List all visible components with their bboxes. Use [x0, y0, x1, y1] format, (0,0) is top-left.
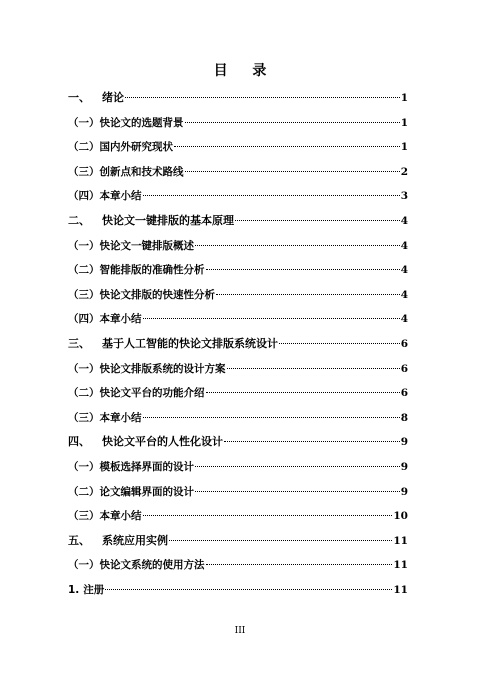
- toc-entry-number: 五、: [68, 533, 90, 547]
- toc-entry-label: 快论文一键排版的基本原理: [102, 213, 234, 227]
- toc-dot-leader: [279, 343, 400, 344]
- toc-entry[interactable]: [68, 480, 408, 505]
- toc-entry-number: 四、: [68, 435, 90, 449]
- toc-entry-number: （一）: [68, 362, 100, 375]
- toc-entry-number: （一）: [68, 460, 100, 473]
- toc-entry[interactable]: [68, 332, 408, 357]
- toc-entry-page: 9: [400, 460, 408, 473]
- toc-entry-number: （四）: [68, 313, 100, 326]
- toc-dot-leader: [206, 269, 400, 270]
- toc-entry-page: 9: [400, 485, 408, 498]
- toc-entry-number: （三）: [68, 165, 100, 178]
- toc-dot-leader: [224, 441, 400, 442]
- toc-dot-leader: [125, 97, 400, 98]
- toc-entry-page: 11: [393, 534, 408, 547]
- toc-entry-label: 快论文排版的快速性分析: [99, 288, 215, 301]
- toc-entry-label: 快论文一键排版概述: [99, 239, 194, 252]
- toc-entry-page: 8: [400, 411, 408, 424]
- toc-entry[interactable]: [68, 406, 408, 431]
- toc-entry[interactable]: [68, 258, 408, 283]
- toc-entry-label: 国内外研究现状: [99, 141, 173, 154]
- toc-dot-leader: [195, 466, 400, 467]
- toc-entry-label: 注册: [83, 583, 105, 596]
- table-of-contents: [68, 86, 408, 602]
- toc-entry-page: 10: [393, 510, 408, 523]
- toc-entry-number: 1.: [68, 583, 80, 596]
- toc-entry-label: 基于人工智能的快论文排版系统设计: [102, 336, 278, 350]
- toc-dot-leader: [216, 294, 400, 295]
- toc-entry-number: （一）: [68, 559, 100, 572]
- toc-entry-page: 9: [400, 436, 408, 449]
- toc-entry-page: 1: [400, 116, 408, 129]
- toc-entry-label: 快论文平台的人性化设计: [102, 435, 223, 449]
- toc-dot-leader: [206, 392, 400, 393]
- toc-entry[interactable]: [68, 381, 408, 406]
- toc-entry-page: 1: [400, 92, 408, 104]
- toc-entry[interactable]: [68, 307, 408, 332]
- toc-entry-page: 4: [400, 264, 408, 277]
- toc-entry-page: 6: [400, 337, 408, 350]
- toc-entry-label: 模板选择界面的设计: [99, 460, 194, 473]
- toc-entry-number: （一）: [68, 239, 100, 252]
- toc-entry-label: 本章小结: [99, 313, 142, 326]
- toc-entry[interactable]: [68, 184, 408, 209]
- toc-entry[interactable]: [68, 160, 408, 185]
- toc-dot-leader: [143, 195, 400, 196]
- toc-entry-page: 1: [400, 141, 408, 154]
- toc-entry-number: （二）: [68, 387, 100, 400]
- toc-entry-label: 本章小结: [99, 190, 142, 203]
- toc-entry-number: （三）: [68, 411, 100, 424]
- toc-entry-label: 绪论: [102, 91, 124, 104]
- toc-dot-leader: [227, 368, 400, 369]
- toc-dot-leader: [206, 564, 393, 565]
- toc-entry[interactable]: [68, 504, 408, 529]
- toc-entry-page: 2: [400, 165, 408, 178]
- toc-entry-number: （二）: [68, 264, 100, 277]
- toc-entry[interactable]: [68, 529, 408, 554]
- toc-entry-label: 快论文排版系统的设计方案: [99, 362, 226, 375]
- toc-entry[interactable]: [68, 283, 408, 308]
- toc-dot-leader: [143, 515, 393, 516]
- toc-entry[interactable]: [68, 209, 408, 234]
- toc-entry-label: 本章小结: [99, 411, 142, 424]
- toc-entry-label: 快论文平台的功能介绍: [99, 387, 205, 400]
- toc-entry-page: 6: [400, 387, 408, 400]
- toc-entry-number: 二、: [68, 213, 90, 227]
- toc-entry[interactable]: [68, 357, 408, 382]
- toc-entry-page: 6: [400, 362, 408, 375]
- toc-dot-leader: [185, 171, 400, 172]
- toc-entry-number: （一）: [68, 116, 100, 129]
- toc-entry-label: 论文编辑界面的设计: [99, 485, 194, 498]
- toc-entry[interactable]: [68, 455, 408, 480]
- toc-entry-page: 4: [400, 239, 408, 252]
- toc-entry-label: 快论文的选题背景: [99, 116, 184, 129]
- toc-entry-number: （三）: [68, 288, 100, 301]
- toc-entry-label: 快论文系统的使用方法: [99, 559, 205, 572]
- toc-title: 目 录: [213, 63, 277, 79]
- toc-dot-leader: [143, 318, 400, 319]
- toc-dot-leader: [195, 491, 400, 492]
- toc-entry-label: 创新点和技术路线: [99, 165, 184, 178]
- toc-entry-page: 4: [400, 214, 408, 227]
- toc-entry-page: 4: [400, 288, 408, 301]
- toc-entry[interactable]: [68, 234, 408, 259]
- toc-dot-leader: [235, 220, 400, 221]
- toc-dot-leader: [195, 245, 400, 246]
- toc-dot-leader: [143, 417, 400, 418]
- toc-entry-number: （二）: [68, 141, 100, 154]
- toc-entry[interactable]: [68, 578, 408, 603]
- toc-entry-label: 本章小结: [99, 510, 142, 523]
- toc-entry[interactable]: [68, 553, 408, 578]
- toc-entry-page: 4: [400, 313, 408, 326]
- toc-entry[interactable]: [68, 86, 408, 111]
- toc-entry-number: （三）: [68, 510, 100, 523]
- toc-entry[interactable]: [68, 430, 408, 455]
- toc-entry-label: 智能排版的准确性分析: [99, 264, 205, 277]
- toc-dot-leader: [105, 589, 392, 590]
- toc-entry-number: （二）: [68, 485, 100, 498]
- toc-dot-leader: [185, 122, 400, 123]
- toc-entry-page: 11: [393, 559, 408, 572]
- toc-entry-number: （四）: [68, 190, 100, 203]
- toc-entry-page: 3: [400, 190, 408, 203]
- toc-dot-leader: [174, 146, 400, 147]
- toc-entry-page: 11: [393, 583, 408, 596]
- page-number: III: [234, 626, 246, 636]
- toc-entry[interactable]: [68, 135, 408, 160]
- toc-entry-number: 三、: [68, 336, 90, 350]
- toc-dot-leader: [169, 540, 392, 541]
- toc-entry[interactable]: [68, 111, 408, 136]
- toc-entry-label: 系统应用实例: [102, 533, 168, 547]
- toc-entry-number: 一、: [68, 91, 90, 104]
